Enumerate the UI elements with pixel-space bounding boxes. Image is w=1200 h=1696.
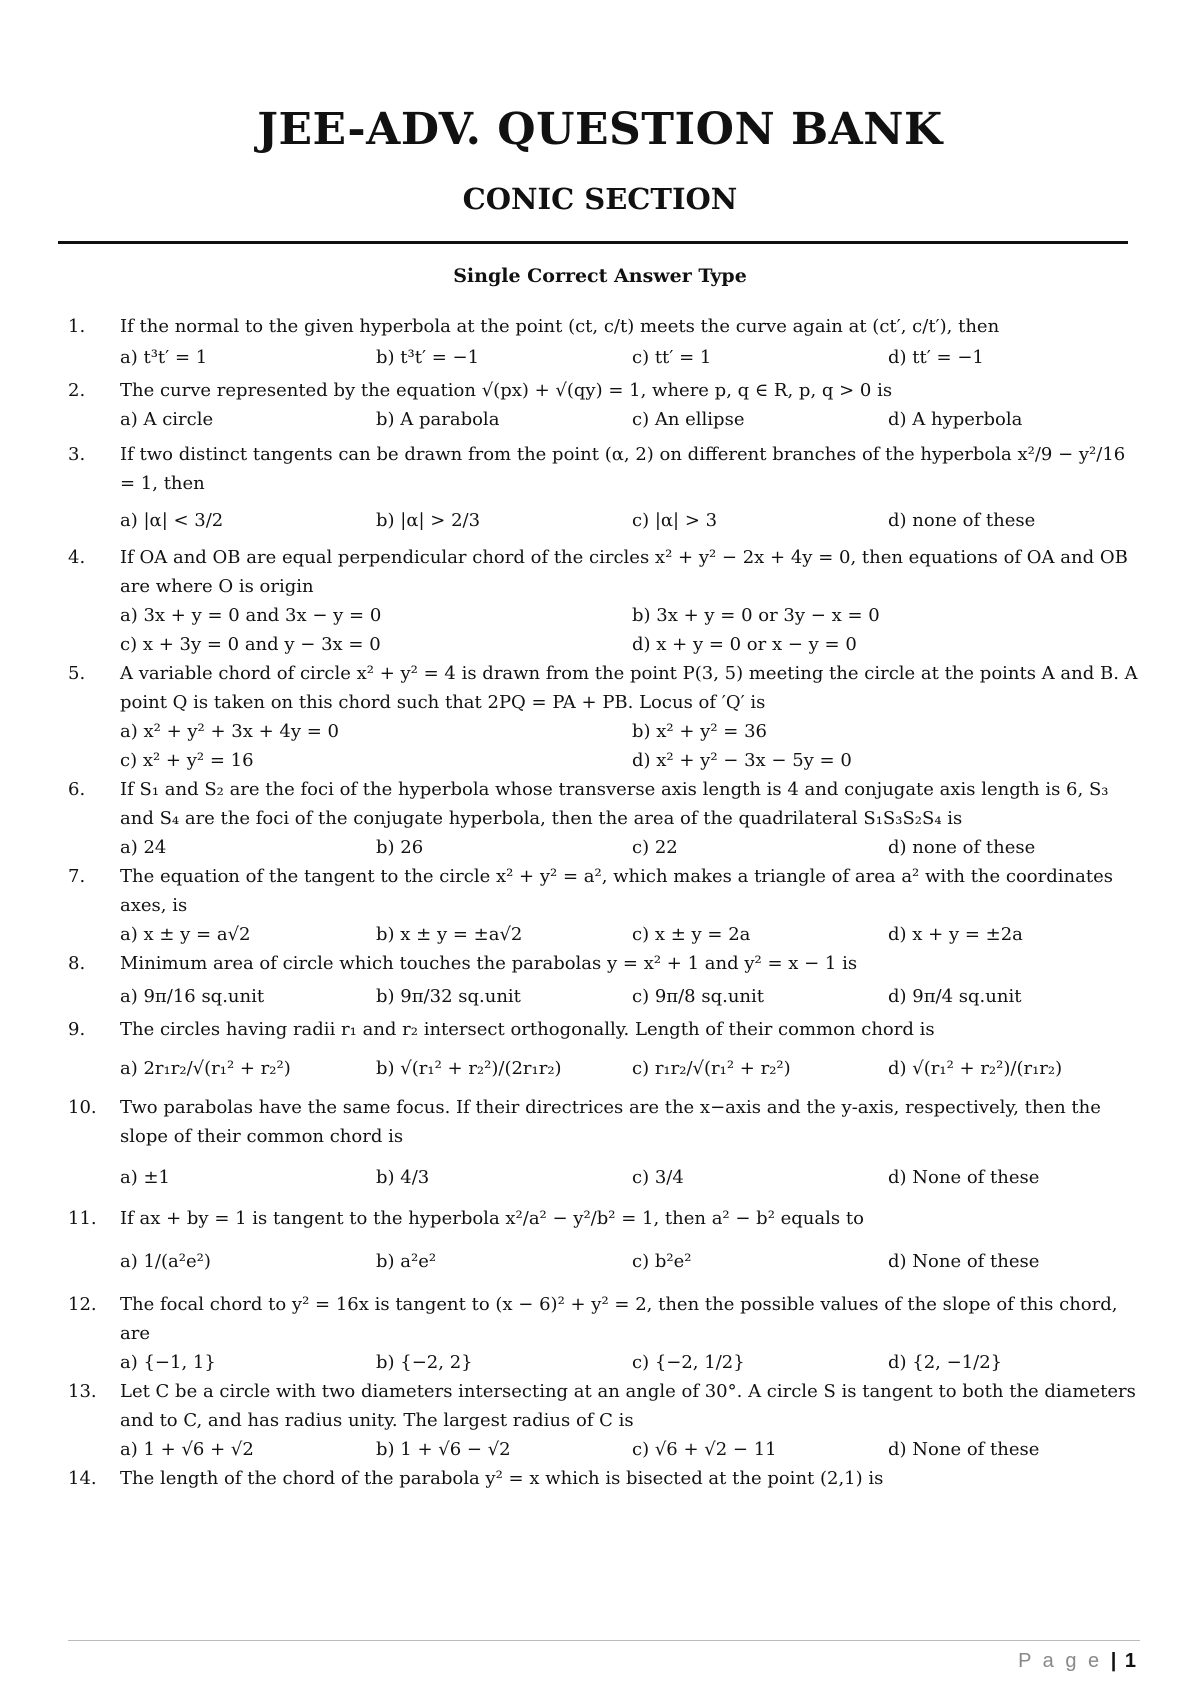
option-b: b) |α| > 2/3: [376, 510, 481, 531]
question-text: Two parabolas have the same focus. If their directrices are the x−axis and the y-axis, respectively, then the slope of their common chord is: [120, 1097, 1101, 1147]
question-number: 4.: [68, 547, 86, 568]
option-c: c) {−2, 1/2}: [632, 1352, 745, 1373]
question-number: 12.: [68, 1294, 97, 1315]
option-b: b) A parabola: [376, 409, 500, 430]
question-number: 11.: [68, 1208, 97, 1229]
question-item: [68, 1464, 1144, 1493]
option-c: c) x ± y = 2a: [632, 924, 751, 945]
option-c: c) b²e²: [632, 1251, 692, 1272]
question-text: The length of the chord of the parabola y² = x which is bisected at the point (2,1) is: [120, 1468, 884, 1489]
option-d: d) tt′ = −1: [888, 347, 984, 368]
option-c: c) |α| > 3: [632, 510, 718, 531]
option-c: c) x + 3y = 0 and y − 3x = 0: [120, 634, 381, 655]
question-text: The equation of the tangent to the circle x² + y² = a², which makes a triangle of area a² with the coordinates axes, is: [120, 866, 1113, 916]
option-b: b) 4/3: [376, 1167, 430, 1188]
option-c: c) 9π/8 sq.unit: [632, 986, 765, 1007]
question-number: 8.: [68, 953, 86, 974]
option-d: d) None of these: [888, 1251, 1040, 1272]
option-d: d) A hyperbola: [888, 409, 1023, 430]
option-b: b) 9π/32 sq.unit: [376, 986, 521, 1007]
page-footer: [1018, 1650, 1136, 1673]
question-number: 9.: [68, 1019, 86, 1040]
question-text: The circles having radii r₁ and r₂ intersect orthogonally. Length of their common chord is: [120, 1019, 935, 1040]
question-number: 10.: [68, 1097, 97, 1118]
option-a: a) 3x + y = 0 and 3x − y = 0: [120, 605, 382, 626]
option-d: d) x² + y² − 3x − 5y = 0: [632, 750, 852, 771]
option-d: d) none of these: [888, 837, 1036, 858]
option-row: [120, 343, 1144, 372]
question-text: Let C be a circle with two diameters intersecting at an angle of 30°. A circle S is tangent to both the diameters and to C, and has radius unity. The largest radius of C is: [120, 1381, 1136, 1431]
option-c: c) tt′ = 1: [632, 347, 712, 368]
question-item: [68, 376, 1144, 405]
option-d: d) x + y = 0 or x − y = 0: [632, 634, 857, 655]
question-item: [68, 862, 1144, 920]
option-d: d) √(r₁² + r₂²)/(r₁r₂): [888, 1058, 1063, 1079]
question-number: 6.: [68, 779, 86, 800]
option-c: c) r₁r₂/√(r₁² + r₂²): [632, 1058, 791, 1079]
question-number: 14.: [68, 1468, 97, 1489]
question-item: [68, 1377, 1144, 1435]
question-text: A variable chord of circle x² + y² = 4 is drawn from the point P(3, 5) meeting the circle at the points A and B. A point Q is taken on this chord such that 2PQ = PA + PB. Locus of ′Q′ is: [120, 663, 1138, 713]
option-a: a) 1/(a²e²): [120, 1251, 211, 1272]
option-a: a) ±1: [120, 1167, 171, 1188]
question-item: [68, 312, 1144, 341]
option-row: [120, 1348, 1144, 1377]
question-item: [68, 949, 1144, 978]
option-row: [120, 506, 1144, 535]
question-item: [68, 1015, 1144, 1044]
option-b: b) √(r₁² + r₂²)/(2r₁r₂): [376, 1058, 562, 1079]
question-item: [68, 1204, 1144, 1233]
option-row: [120, 405, 1144, 434]
question-text: If ax + by = 1 is tangent to the hyperbola x²/a² − y²/b² = 1, then a² − b² equals to: [120, 1208, 864, 1229]
option-b: b) a²e²: [376, 1251, 437, 1272]
option-b: b) 26: [376, 837, 424, 858]
question-number: 1.: [68, 316, 86, 337]
option-b: b) 1 + √6 − √2: [376, 1439, 511, 1460]
option-row: [120, 1435, 1144, 1464]
question-item: [68, 543, 1144, 601]
option-row: [120, 1054, 1144, 1083]
question-number: 3.: [68, 444, 86, 465]
option-a: a) 2r₁r₂/√(r₁² + r₂²): [120, 1058, 291, 1079]
option-d: d) x + y = ±2a: [888, 924, 1023, 945]
option-a: a) 1 + √6 + √2: [120, 1439, 254, 1460]
question-text: If two distinct tangents can be drawn from the point (α, 2) on different branches of the hyperbola x²/9 − y²/16 = 1, then: [120, 444, 1126, 494]
page-title: JEE-ADV. QUESTION BANK: [257, 104, 943, 155]
option-a: a) 24: [120, 837, 167, 858]
question-number: 7.: [68, 866, 86, 887]
question-text: The curve represented by the equation √(px) + √(qy) = 1, where p, q ∈ R, p, q > 0 is: [120, 380, 893, 401]
question-item: [68, 1290, 1144, 1348]
option-c: c) An ellipse: [632, 409, 745, 430]
option-c: c) 22: [632, 837, 678, 858]
option-d: d) 9π/4 sq.unit: [888, 986, 1022, 1007]
question-text: The focal chord to y² = 16x is tangent to (x − 6)² + y² = 2, then the possible values of the slope of this chord, are: [120, 1294, 1118, 1344]
option-b: b) 3x + y = 0 or 3y − x = 0: [632, 605, 880, 626]
option-a: a) x² + y² + 3x + 4y = 0: [120, 721, 340, 742]
footer-divider: [68, 1640, 1140, 1641]
footer-label: P a g e: [1018, 1650, 1103, 1672]
option-row: [120, 746, 1144, 775]
page-number: 1: [1124, 1650, 1136, 1672]
option-row: [120, 717, 1144, 746]
option-d: d) {2, −1/2}: [888, 1352, 1003, 1373]
option-b: b) {−2, 2}: [376, 1352, 473, 1373]
option-a: a) {−1, 1}: [120, 1352, 216, 1373]
option-c: c) 3/4: [632, 1167, 684, 1188]
question-item: [68, 659, 1144, 717]
option-a: a) A circle: [120, 409, 214, 430]
question-list: [68, 312, 1144, 1493]
option-a: a) |α| < 3/2: [120, 510, 224, 531]
question-text: Minimum area of circle which touches the parabolas y = x² + 1 and y² = x − 1 is: [120, 953, 858, 974]
question-number: 2.: [68, 380, 86, 401]
option-a: a) x ± y = a√2: [120, 924, 251, 945]
option-row: [120, 920, 1144, 949]
option-b: b) t³t′ = −1: [376, 347, 480, 368]
question-text: If S₁ and S₂ are the foci of the hyperbola whose transverse axis length is 4 and conjugate axis length is 6, S₃ and S₄ are the foci of the conjugate hyperbola, then the area of the quadrilateral S₁S₃S₂S₄ is: [120, 779, 1109, 829]
option-c: c) x² + y² = 16: [120, 750, 254, 771]
question-text: If OA and OB are equal perpendicular chord of the circles x² + y² − 2x + 4y = 0, then equations of OA and OB are where O is origin: [120, 547, 1128, 597]
option-c: c) √6 + √2 − 11: [632, 1439, 777, 1460]
option-row: [120, 833, 1144, 862]
option-d: d) None of these: [888, 1167, 1040, 1188]
option-row: [120, 982, 1144, 1011]
question-number: 5.: [68, 663, 86, 684]
option-row: [120, 1163, 1144, 1192]
option-row: [120, 601, 1144, 630]
option-a: a) 9π/16 sq.unit: [120, 986, 265, 1007]
question-number: 13.: [68, 1381, 97, 1402]
option-d: d) None of these: [888, 1439, 1040, 1460]
question-text: If the normal to the given hyperbola at the point (ct, c/t) meets the curve again at (ct′, c/t′), then: [120, 316, 1000, 337]
option-a: a) t³t′ = 1: [120, 347, 208, 368]
option-b: b) x ± y = ±a√2: [376, 924, 523, 945]
question-item: [68, 440, 1144, 498]
option-d: d) none of these: [888, 510, 1036, 531]
option-row: [120, 630, 1144, 659]
option-b: b) x² + y² = 36: [632, 721, 767, 742]
question-item: [68, 1093, 1144, 1151]
page-subtitle: CONIC SECTION: [462, 182, 738, 216]
footer-separator: |: [1110, 1650, 1117, 1672]
option-row: [120, 1247, 1144, 1276]
header-divider: [58, 241, 1128, 244]
section-heading: Single Correct Answer Type: [453, 265, 747, 287]
question-item: [68, 775, 1144, 833]
